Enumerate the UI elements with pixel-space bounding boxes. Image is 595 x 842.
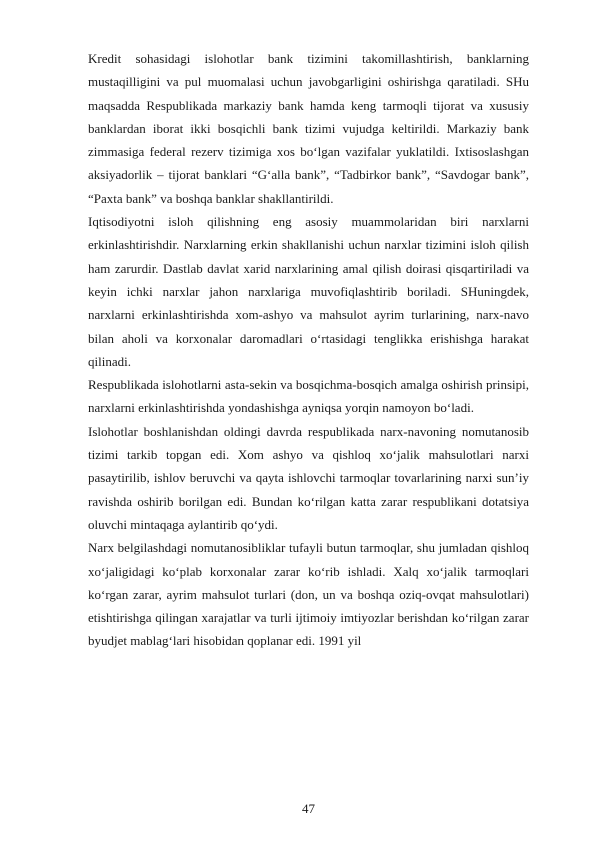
body-text xyxy=(88,47,529,653)
paragraph-respublikada: Respublikada islohotlarni asta-sekin va bosqichma-bosqich amalga oshirish prinsipi, narxlarni erkinlashtirishda yondashishga ayniqsa yorqin namoyon bo‘ladi. xyxy=(88,377,529,416)
paragraph-islohotlar: Islohotlar boshlanishdan oldingi davrda respublikada narx-navoning nomutanosib tizimi tarkib topgan edi. Xom ashyo va qishloq xo‘jalik mahsulotlari narxi pasaytirilib, ishlov beruvchi va qayta ishlovchi tarmoqlar tovarlarining narxi sun’iy ravishda oshirib borilgan edi. Bundan ko‘rilgan katta zarar respublikani dotatsiya oluvchi mintaqaga aylantirib qo‘ydi. xyxy=(88,423,529,532)
paragraph-kredit: Kredit sohasidagi islohotlar bank tizimini takomillashtirish, banklarning mustaqilligini va pul muomalasi uchun javobgarligini oshirishga qaratiladi. SHu maqsadda Respublikada markaziy bank hamda keng tarmoqli tijorat va xususiy banklardan iborat ikki bosqichli bank tizimi vujudga keltirildi. Markaziy bank zimmasiga federal rezerv tizimiga xos bo‘lgan vazifalar yuklatildi. Ixtisoslashgan aksiyadorlik – tijorat banklari “G‘alla bank”, “Tadbirkor bank”, “Savdogar bank”, “Paxta bank” va boshqa banklar shakllantirildi. xyxy=(88,51,529,206)
paragraph-narx: Narx belgilashdagi nomutanosibliklar tufayli butun tarmoqlar, shu jumladan qishloq xo‘jaligidagi ko‘plab korxonalar zarar ko‘rib ishladi. Xalq xo‘jalik tarmoqlari ko‘rgan zarar, ayrim mahsulot turlari (don, un va boshqa oziq-ovqat mahsulotlari) etishtirishga qilingan xarajatlar va turli ijtimoiy imtiyozlar berishdan ko‘rilgan zarar byudjet mablag‘lari hisobidan qoplanar edi. 1991 yil xyxy=(88,540,529,649)
page-number: 47 xyxy=(302,801,315,816)
paragraph-iqtisodiyot: Iqtisodiyotni isloh qilishning eng asosiy muammolaridan biri narxlarni erkinlashtirishdir. Narxlarning erkin shakllanishi uchun narxlar tizimini isloh qilish ham zarurdir. Dastlab davlat xarid narxlarining amal qilish doirasi qisqartiriladi va keyin ichki narxlar jahon narxlariga muvofiqlashtirib boriladi. SHuningdek, narxlarni erkinlashtirishda xom-ashyo va mahsulot ayrim turlarining, narx-navo bilan aholi va korxonalar daromadlari o‘rtasidagi tenglikka erishishga harakat qilinadi. xyxy=(88,214,529,369)
